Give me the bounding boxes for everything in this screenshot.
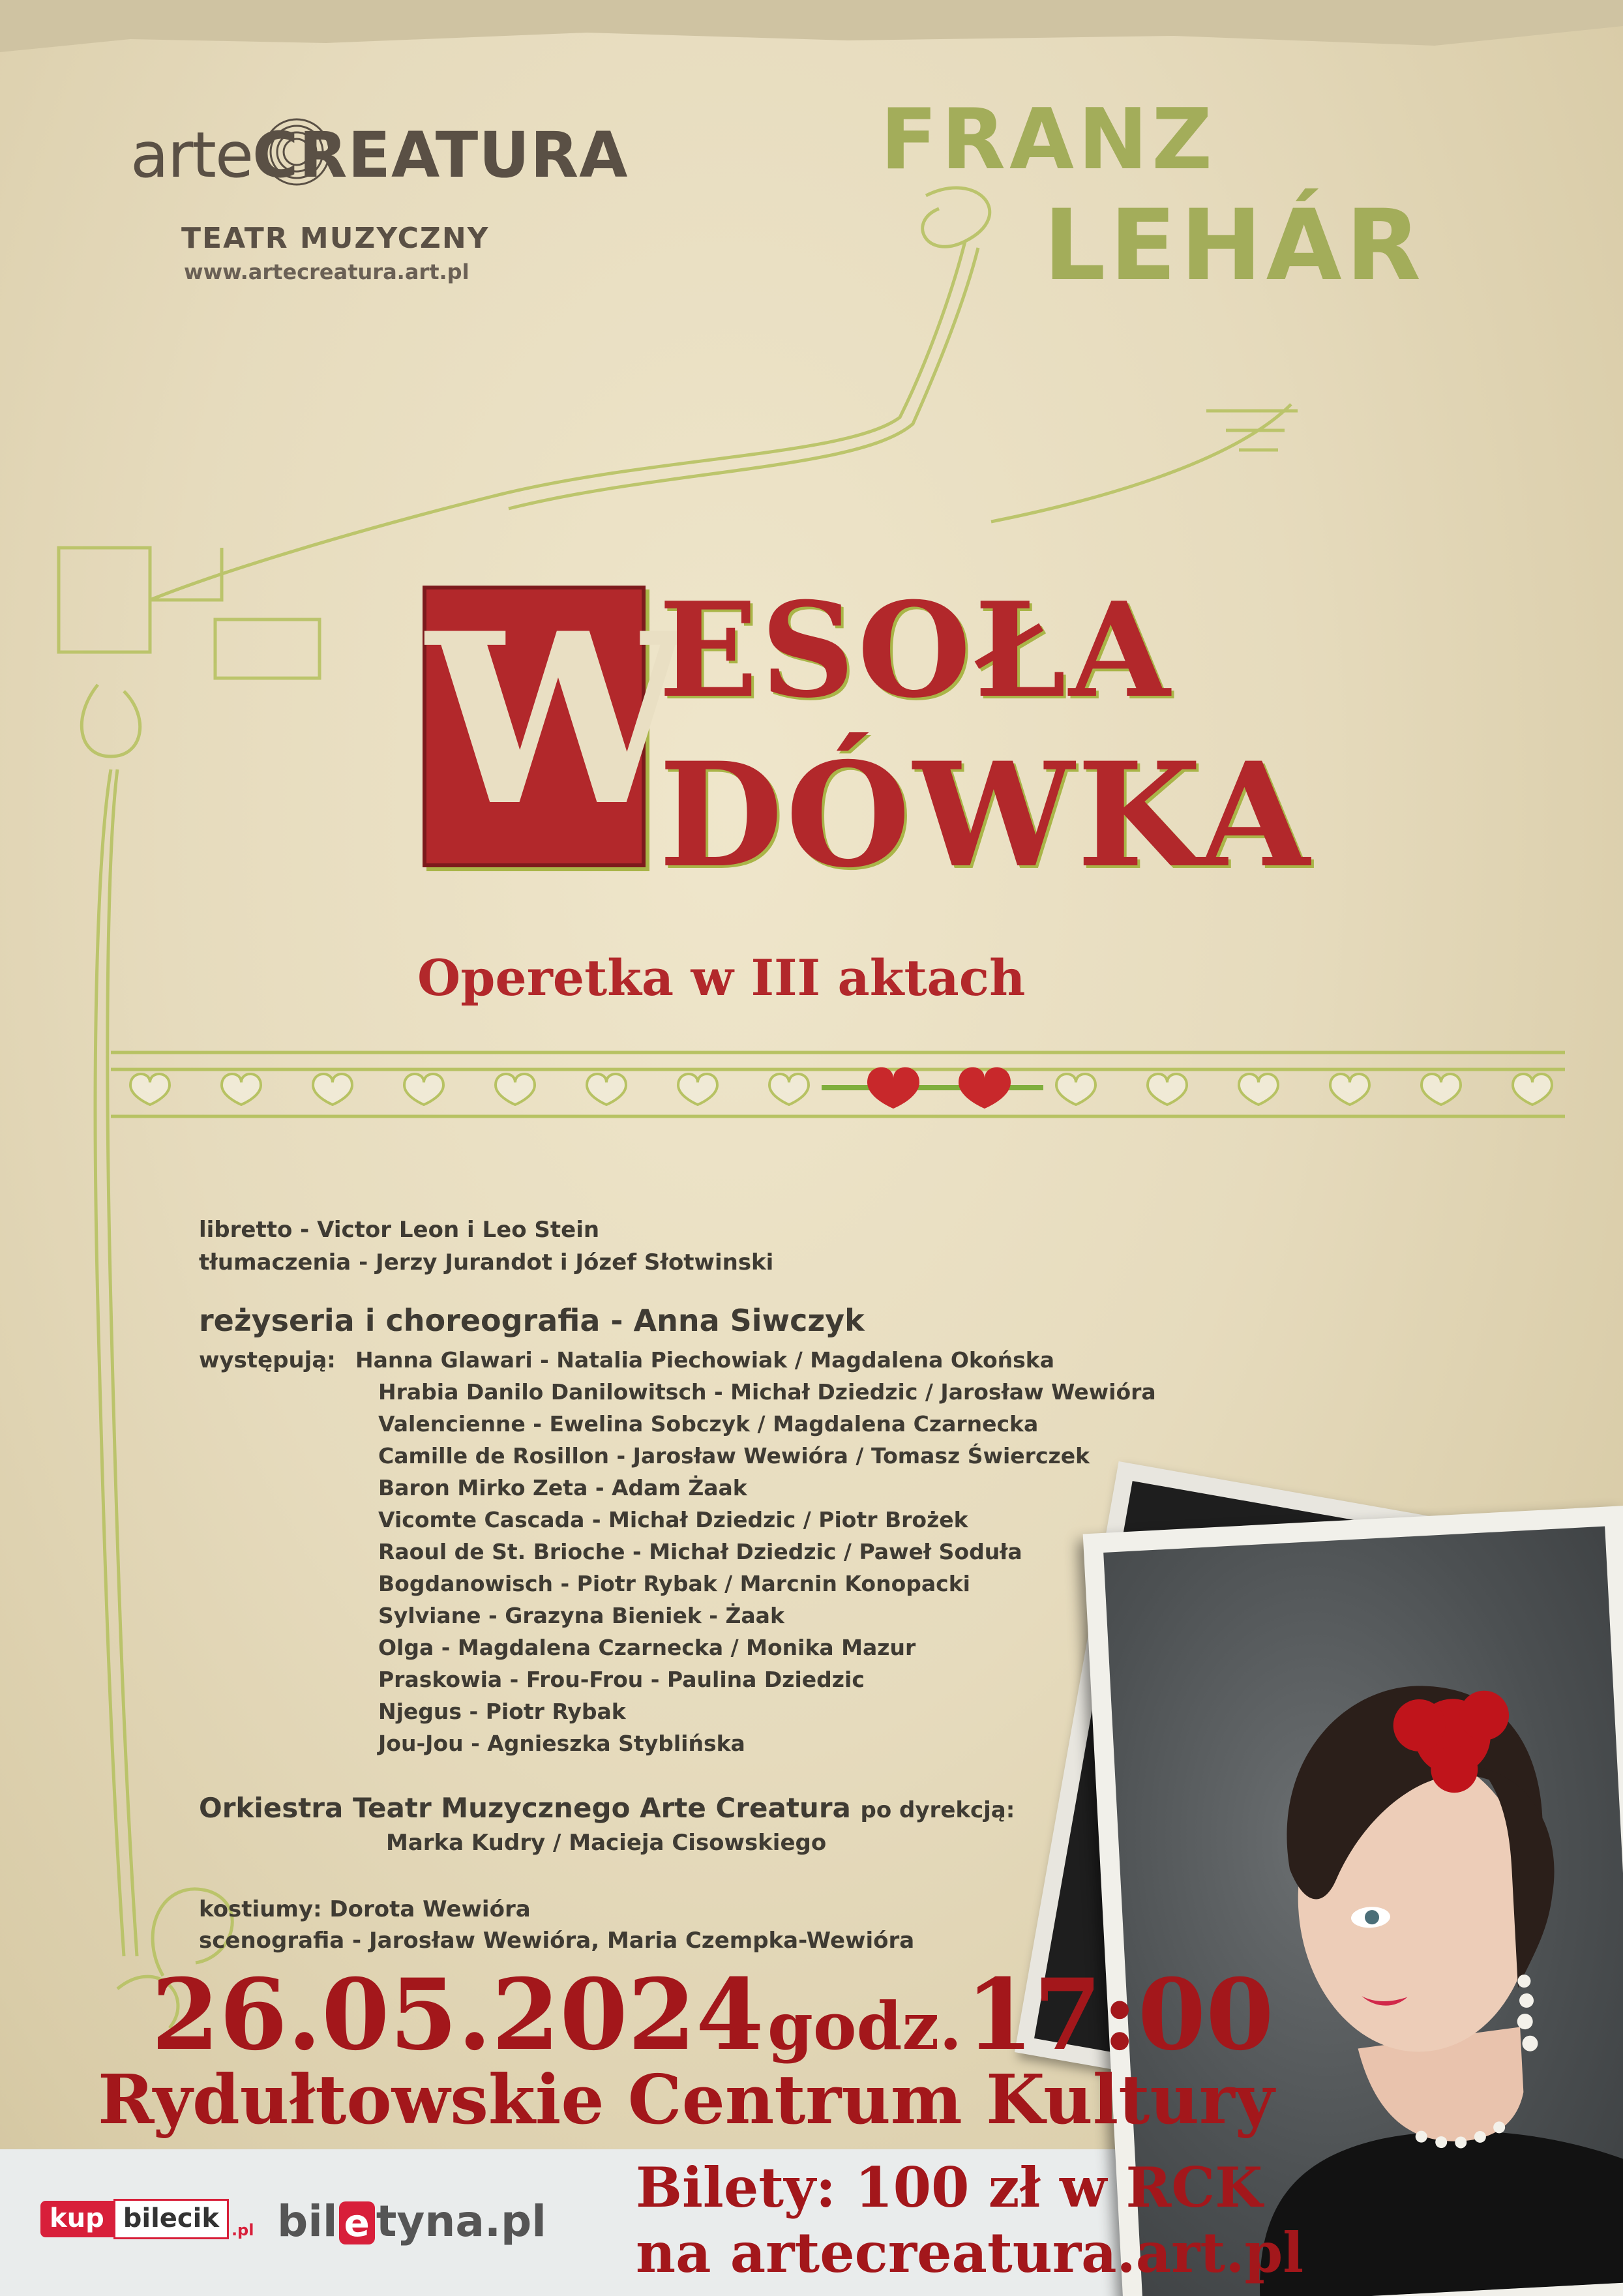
cast-item: Bogdanowisch - Piotr Rybak / Marcnin Konopacki bbox=[378, 1571, 970, 1596]
event-datetime bbox=[151, 1958, 1274, 2072]
cast-item: Valencienne - Ewelina Sobczyk / Magdalena Czarnecka bbox=[378, 1411, 1039, 1437]
biletyna-box: e bbox=[339, 2201, 375, 2244]
cast-item: Hanna Glawari - Natalia Piechowiak / Magdalena Okońska bbox=[355, 1347, 1054, 1373]
tickets-price: Bilety: 100 zł w RCK bbox=[636, 2155, 1263, 2220]
kupbilecik-kup: kup bbox=[40, 2201, 113, 2237]
cast-item: Raoul de St. Brioche - Michał Dziedzic / Paweł Soduła bbox=[378, 1539, 1022, 1564]
logo-part2: CREATURA bbox=[252, 119, 629, 192]
cast-label: występują: bbox=[199, 1347, 336, 1373]
vinyl-record-icon bbox=[261, 110, 333, 194]
cast-item: Njegus - Piotr Rybak bbox=[378, 1699, 626, 1724]
event-venue: Rydułtowskie Centrum Kultury bbox=[98, 2059, 1275, 2139]
credit-scenography: scenografia - Jarosław Wewióra, Maria Czempka-Wewióra bbox=[199, 1928, 915, 1954]
title-subtitle: Operetka w III aktach bbox=[417, 949, 1026, 1007]
logo-wordmark bbox=[130, 119, 628, 192]
biletyna-part1: bil bbox=[277, 2196, 338, 2246]
title-line-1: ESOŁA bbox=[659, 574, 1173, 727]
cast-item: Vicomte Cascada - Michał Dziedzic / Piotr Brożek bbox=[378, 1507, 968, 1532]
event-date: 26.05.2024 bbox=[151, 1958, 764, 2072]
cast-item: Camille de Rosillon - Jarosław Wewióra / Tomasz Świerczek bbox=[378, 1443, 1090, 1469]
title-initial-box bbox=[423, 582, 691, 867]
credit-costumes: kostiumy: Dorota Wewióra bbox=[199, 1896, 531, 1922]
composer-last-name: LEHÁR bbox=[1043, 189, 1425, 303]
kupbilecik-bilecik: bilecik bbox=[113, 2199, 229, 2239]
credit-orchestra bbox=[199, 1792, 1015, 1824]
credit-direction: reżyseria i choreografia - Anna Siwczyk bbox=[199, 1303, 865, 1338]
credit-conductors: Marka Kudry / Macieja Cisowskiego bbox=[386, 1830, 827, 1856]
credit-translation: tłumaczenia - Jerzy Jurandot i Józef Słotwinski bbox=[199, 1249, 774, 1275]
orchestra-suffix: po dyrekcją: bbox=[860, 1797, 1015, 1823]
cast-item: Olga - Magdalena Czarnecka / Monika Mazur bbox=[378, 1635, 916, 1660]
orchestra-name: Orkiestra Teatr Muzycznego Arte Creatura bbox=[199, 1792, 851, 1824]
cast-item: Hrabia Danilo Danilowitsch - Michał Dziedzic / Jarosław Wewióra bbox=[378, 1379, 1156, 1405]
event-time: 17:00 bbox=[965, 1958, 1274, 2072]
title-line-2: DÓWKA bbox=[659, 730, 1313, 899]
cast-item: Praskowia - Frou-Frou - Paulina Dziedzic bbox=[378, 1667, 865, 1692]
logo-subtitle: TEATR MUZYCZNY bbox=[181, 222, 490, 255]
kupbilecik-pl: .pl bbox=[231, 2221, 254, 2239]
kupbilecik-logo[interactable] bbox=[40, 2199, 254, 2239]
biletyna-part2: tyna.pl bbox=[376, 2196, 546, 2246]
biletyna-logo[interactable] bbox=[277, 2196, 546, 2246]
composer-first-name: FRANZ bbox=[880, 91, 1216, 188]
cast-item: Sylviane - Grazyna Bieniek - Żaak bbox=[378, 1603, 784, 1628]
logo-url[interactable]: www.artecreatura.art.pl bbox=[184, 260, 469, 284]
cast-item: Jou-Jou - Agnieszka Styblińska bbox=[378, 1731, 745, 1756]
cast-item: Baron Mirko Zeta - Adam Żaak bbox=[378, 1475, 747, 1500]
tickets-url[interactable]: na artecreatura.art.pl bbox=[636, 2220, 1304, 2285]
title-initial: W bbox=[426, 582, 691, 857]
logo-part1: arte bbox=[130, 119, 252, 192]
event-godz: godz. bbox=[767, 1988, 962, 2065]
credit-libretto: libretto - Victor Leon i Leo Stein bbox=[199, 1217, 600, 1243]
